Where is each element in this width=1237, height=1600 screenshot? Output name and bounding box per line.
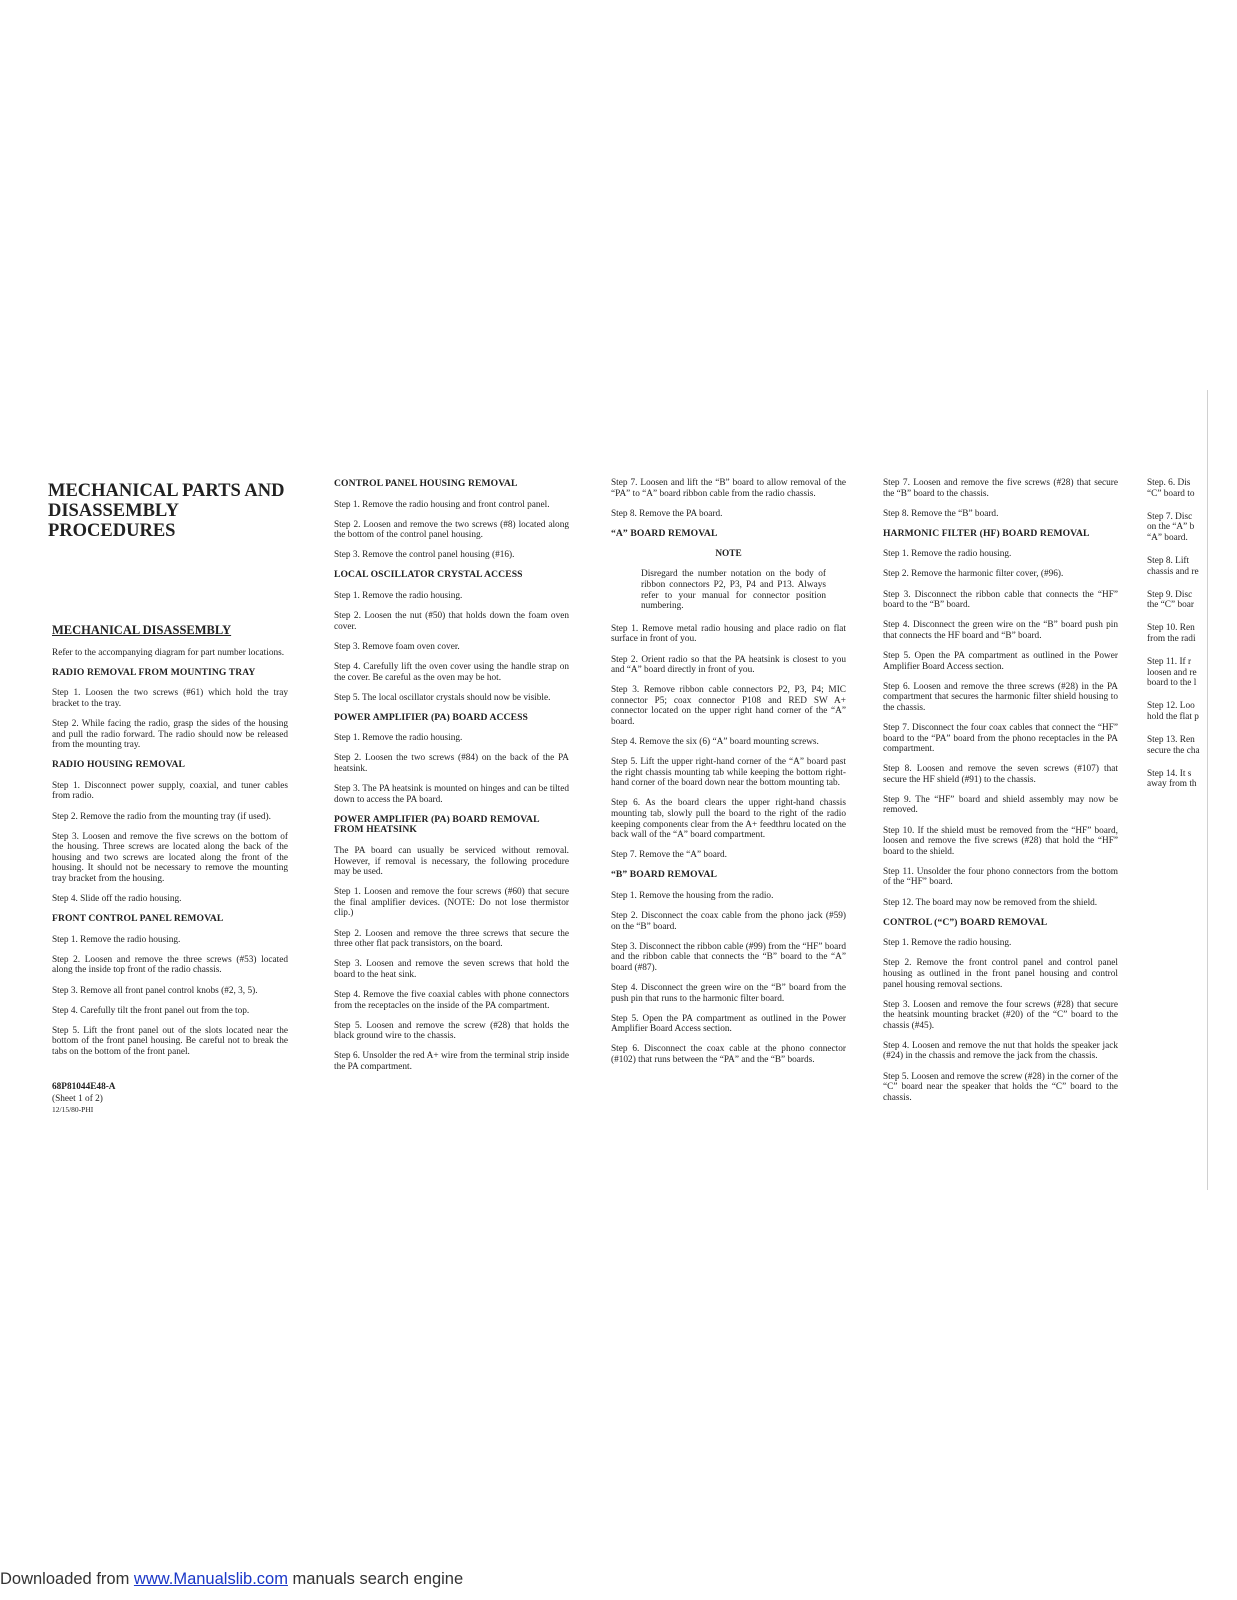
procedure-step: Step 2. Disconnect the coax cable from the phono jack (#59) on the “B” board.: [611, 911, 846, 932]
cropped-step-line: the “C” boar: [1147, 600, 1194, 611]
procedure-step: Step 8. Remove the PA board.: [611, 508, 723, 519]
procedure-step: Step 3. Remove all front panel control knobs (#2, 3, 5).: [52, 985, 258, 996]
procedure-step: Step 8. Remove the “B” board.: [883, 508, 999, 519]
cropped-step-line: “A” board.: [1147, 532, 1188, 543]
procedure-step: Step 2. Loosen the two screws (#84) on the back of the PA heatsink.: [334, 753, 569, 774]
procedure-step: Refer to the accompanying diagram for part number locations.: [52, 647, 285, 658]
procedure-step: Step 8. Loosen and remove the seven screws (#107) that secure the HF shield (#91) to the chassis.: [883, 764, 1118, 785]
cropped-step-line: loosen and re: [1147, 667, 1197, 678]
procedure-step: Step 4. Carefully lift the oven cover using the handle strap on the cover. Be careful as the oven may be hot.: [334, 661, 569, 683]
section-heading: LOCAL OSCILLATOR CRYSTAL ACCESS: [334, 569, 523, 581]
section-heading: FRONT CONTROL PANEL REMOVAL: [52, 913, 224, 925]
procedure-step: Step 1. Disconnect power supply, coaxial, and tuner cables from radio.: [52, 780, 288, 802]
procedure-step: Step 1. Remove the radio housing.: [334, 733, 463, 744]
cropped-step-line: Step 11. If r: [1147, 657, 1192, 668]
column-2: [334, 478, 569, 1082]
procedure-step: Step 4. Carefully tilt the front panel out from the top.: [52, 1005, 250, 1016]
note-text: Disregard the number notation on the body of ribbon connectors P2, P3, P4 and P13. Always refer to your manual for connector position numbering.: [641, 569, 826, 612]
procedure-step: Step 3. Loosen and remove the seven screws that hold the board to the heat sink.: [334, 959, 569, 980]
cropped-step-line: Step 10. Ren: [1147, 623, 1195, 634]
cropped-step-line: Step 7. Disc: [1147, 511, 1193, 522]
footer-prefix: Downloaded from: [0, 1570, 134, 1588]
procedure-step: Step 5. Loosen and remove the screw (#28) in the corner of the “C” board near the speaker that holds the “C” board to the chassis.: [883, 1071, 1118, 1103]
cropped-step-line: Step 13. Ren: [1147, 735, 1195, 745]
section-title: MECHANICAL DISASSEMBLY: [52, 623, 232, 637]
section-heading: POWER AMPLIFIER (PA) BOARD ACCESS: [334, 711, 528, 723]
procedure-step: Step 3. Remove the control panel housing (#16).: [334, 550, 515, 561]
manualslib-link[interactable]: www.Manualslib.com: [133, 1570, 288, 1588]
cropped-step: [1147, 512, 1209, 544]
procedure-step: Step 4. Remove the five coaxial cables with phone connectors from the receptacles on the inside of the PA compartment.: [334, 989, 569, 1011]
procedure-step: Step 4. Remove the six (6) “A” board mounting screws.: [611, 737, 819, 748]
procedure-step: Step 3. Loosen and remove the four screws (#28) that secure the heatsink mounting bracket (#20) of the “C” board to the chassis (#45).: [883, 999, 1118, 1031]
procedure-step: Step 6. As the board clears the upper right-hand chassis mounting tab, slowly pull the board to the right of the radio keeping components clear from the A+ feedthru located on the back wall of the “A” board compartment.: [611, 798, 846, 841]
procedure-step: Step 1. Remove the radio housing.: [52, 934, 181, 945]
cropped-step-line: “C” board to: [1147, 488, 1195, 499]
procedure-step: The PA board can usually be serviced without removal. However, if removal is necessary, the following procedure may be used.: [334, 845, 569, 878]
sheet-label: (Sheet 1 of 2): [52, 1094, 103, 1105]
note-heading: NOTE: [715, 549, 742, 560]
procedure-step: Step 4. Loosen and remove the nut that holds the speaker jack (#24) in the chassis and remove the jack from the chassis.: [883, 1040, 1118, 1062]
cropped-step: [1147, 590, 1209, 611]
procedure-step: Step 5. Lift the upper right-hand corner of the “A” board past the right chassis mounting tab while keeping the bottom right-hand corner of the board down near the bottom mounting tab.: [611, 757, 846, 789]
procedure-step: Step 1. Loosen and remove the four screws (#60) that secure the final amplifier devices. (NOTE: Do not lose thermistor clip.): [334, 887, 569, 919]
procedure-step: Step 3. Disconnect the ribbon cable that connects the “HF” board to the “B” board.: [883, 589, 1118, 611]
procedure-step: Step 1. Loosen the two screws (#61) which hold the tray bracket to the tray.: [52, 688, 288, 709]
document-date: 12/15/80-PHI: [52, 1104, 94, 1114]
procedure-step: Step 1. Remove the radio housing.: [334, 591, 463, 602]
procedure-step: Step 2. Loosen and remove the two screws (#8) located along the bottom of the control panel housing.: [334, 519, 569, 541]
procedure-step: Step 6. Disconnect the coax cable at the phono connector (#102) that runs between the “PA” and the “B” boards.: [611, 1044, 846, 1066]
procedure-step: Step 5. Lift the front panel out of the slots located near the bottom of the front panel housing. Be careful not to break the tabs on the bottom of the front panel.: [52, 1025, 288, 1057]
document-number: 68P81044E48-A: [52, 1081, 116, 1092]
cropped-step: [1147, 769, 1209, 790]
cropped-step-line: secure the cha: [1147, 745, 1200, 756]
section-heading: CONTROL (“C”) BOARD REMOVAL: [883, 916, 1048, 928]
procedure-step: Step 7. Loosen and lift the “B” board to allow removal of the “PA” to “A” board ribbon cable from the radio chassis.: [611, 478, 846, 499]
cropped-step: [1147, 657, 1209, 689]
procedure-step: Step 5. The local oscillator crystals should now be visible.: [334, 692, 551, 703]
cropped-step-line: hold the flat p: [1147, 711, 1199, 722]
procedure-step: Step 2. Remove the front control panel and control panel housing as outlined in the front panel housing and control panel housing removal sections.: [883, 958, 1118, 990]
procedure-step: Step 6. Unsolder the red A+ wire from the terminal strip inside the PA compartment.: [334, 1051, 569, 1072]
column-4: [883, 478, 1118, 1113]
procedure-step: Step 5. Loosen and remove the screw (#28) that holds the black ground wire to the chassis.: [334, 1020, 569, 1042]
procedure-step: Step 7. Disconnect the four coax cables that connect the “HF” board to the “PA” board from the phono receptacles in the PA compartment.: [883, 722, 1118, 755]
section-heading: RADIO REMOVAL FROM MOUNTING TRAY: [52, 666, 256, 678]
cropped-step-line: Step 12. Loo: [1147, 701, 1195, 712]
procedure-step: Step 2. Loosen and remove the three screws that secure the three other flat pack transistors, on the board.: [334, 928, 569, 950]
procedure-step: Step 7. Remove the “A” board.: [611, 850, 727, 861]
section-heading: HARMONIC FILTER (HF) BOARD REMOVAL: [883, 527, 1090, 539]
procedure-step: Step 12. The board may now be removed from the shield.: [883, 897, 1098, 908]
procedure-step: Step 4. Disconnect the green wire on the “B” board from the push pin that runs to the harmonic filter board.: [611, 983, 846, 1004]
procedure-step: Step 4. Disconnect the green wire on the “B” board push pin that connects the HF board and “B” board.: [883, 620, 1118, 641]
section-heading: CONTROL PANEL HOUSING REMOVAL: [334, 478, 518, 489]
cropped-step: [1147, 735, 1209, 756]
footer-suffix: manuals search engine: [287, 1570, 464, 1588]
procedure-step: Step 5. Open the PA compartment as outlined in the Power Amplifier Board Access section.: [611, 1013, 846, 1035]
cropped-step-line: Step 8. Lift: [1147, 555, 1190, 566]
section-heading: POWER AMPLIFIER (PA) BOARD REMOVAL FROM HEATSINK: [334, 813, 540, 836]
procedure-step: Step 7. Loosen and remove the five screws (#28) that secure the “B” board to the chassis.: [883, 478, 1118, 499]
footer: [0, 1570, 463, 1589]
procedure-step: Step 1. Remove the housing from the radio.: [611, 891, 774, 902]
column-4-body: [883, 478, 1118, 1103]
section-heading: “A” BOARD REMOVAL: [611, 527, 718, 539]
page-title: MECHANICAL PARTS AND DISASSEMBLY PROCEDURES: [48, 481, 285, 541]
section-heading: “B” BOARD REMOVAL: [611, 869, 717, 881]
procedure-step: Step 4. Slide off the radio housing.: [52, 894, 182, 905]
procedure-step: Step 3. Loosen and remove the five screws on the bottom of the housing. Three screws are located along the back of the housing and two screws are located along the front of the housing. It should not be necessary to remove the mounting tray bracket from the housing.: [52, 831, 288, 884]
procedure-step: Step 9. The “HF” board and shield assembly may now be removed.: [883, 794, 1118, 816]
cropped-step-line: Step 14. It s: [1147, 768, 1192, 779]
page-edge-rule: [1207, 390, 1208, 1190]
cropped-step: [1147, 623, 1209, 644]
cropped-step-line: away from th: [1147, 779, 1197, 790]
procedure-step: Step 3. The PA heatsink is mounted on hinges and can be tilted down to access the PA board.: [334, 784, 569, 805]
column-3: [611, 478, 846, 1075]
procedure-step: Step 10. If the shield must be removed from the “HF” board, loosen and remove the five screws (#28) that hold the “HF” board to the shield.: [883, 825, 1118, 857]
cropped-step-line: Step 9. Disc: [1147, 589, 1193, 600]
cropped-step: [1147, 556, 1209, 577]
cropped-step-line: on the “A” b: [1147, 522, 1195, 533]
column-5-cropped: [1147, 478, 1209, 802]
procedure-step: Step 2. Loosen and remove the three screws (#53) located along the inside top front of the radio chassis.: [52, 954, 288, 976]
procedure-step: Step 3. Remove foam oven cover.: [334, 641, 460, 652]
procedure-step: Step 6. Loosen and remove the three screws (#28) in the PA compartment that secures the harmonic filter shield housing to the chassis.: [883, 681, 1118, 713]
procedure-step: Step 2. Remove the harmonic filter cover, (#96).: [883, 569, 1064, 580]
procedure-step: Step 2. Orient radio so that the PA heatsink is closest to you and “A” board directly in front of you.: [611, 654, 846, 676]
cropped-step-line: chassis and re: [1147, 566, 1199, 577]
cropped-step: [1147, 701, 1209, 722]
cropped-step-line: Step. 6. Dis: [1147, 478, 1191, 488]
cropped-step-line: board to the l: [1147, 678, 1197, 689]
cropped-step: [1147, 478, 1209, 499]
procedure-step: Step 2. While facing the radio, grasp the sides of the housing and pull the radio forward. The radio should now be released from the mounting tray.: [52, 718, 288, 751]
procedure-step: Step 5. Open the PA compartment as outlined in the Power Amplifier Board Access section.: [883, 650, 1118, 672]
procedure-step: Step 3. Disconnect the ribbon cable (#99) from the “HF” board and the ribbon cable that connects the “B” board to the “A” board (#87).: [611, 941, 846, 973]
procedure-step: Step 2. Loosen the nut (#50) that holds down the foam oven cover.: [334, 611, 569, 632]
procedure-step: Step 2. Remove the radio from the mounting tray (if used).: [52, 811, 271, 822]
column-5-body: [1147, 478, 1209, 790]
procedure-step: Step 1. Remove the radio housing.: [883, 549, 1012, 560]
column-2-body: [334, 479, 569, 1072]
column-3-body: [611, 478, 846, 1066]
column-1: [48, 478, 288, 1115]
procedure-step: Step 11. Unsolder the four phono connectors from the bottom of the “HF” board.: [883, 866, 1118, 888]
column-1-body: [52, 648, 288, 1058]
procedure-step: Step 1. Remove metal radio housing and place radio on flat surface in front of you.: [611, 623, 846, 645]
cropped-step-line: from the radi: [1147, 633, 1196, 644]
procedure-step: Step 1. Remove the radio housing.: [883, 938, 1012, 949]
procedure-step: Step 1. Remove the radio housing and front control panel.: [334, 499, 550, 510]
procedure-step: Step 3. Remove ribbon cable connectors P2, P3, P4; MIC connector P5; coax connector P108 and RED SW A+ connector located on the upper right hand corner of the “A” board.: [611, 685, 846, 727]
section-heading: RADIO HOUSING REMOVAL: [52, 759, 186, 771]
